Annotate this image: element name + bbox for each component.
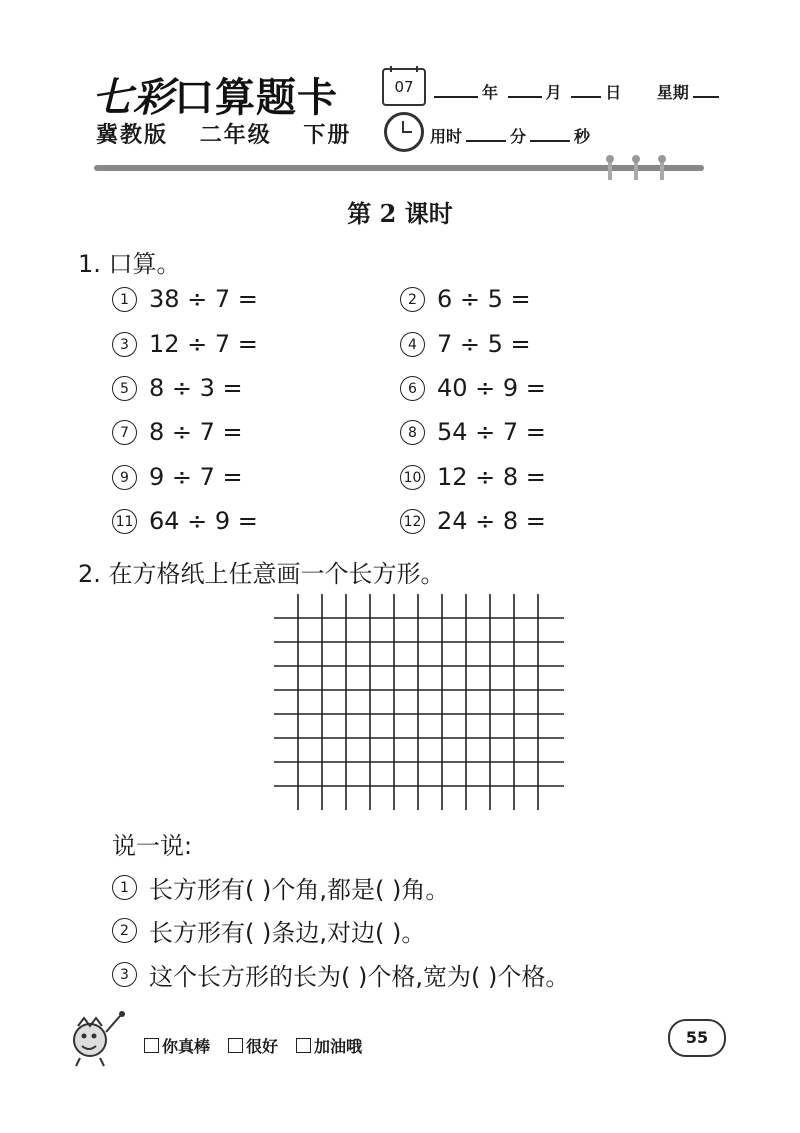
calendar-day: 07 [394,78,414,96]
calendar-icon [382,68,426,106]
problem-expression: 64 ÷ 9 = [149,507,258,535]
brand-name: 口算题卡 [174,74,338,121]
problem-expression: 9 ÷ 7 = [149,463,243,491]
problem-expression: 7 ÷ 5 = [437,330,531,358]
circled-number: 3 [112,332,137,357]
problem-expression: 40 ÷ 9 = [437,374,546,402]
problem [400,330,531,358]
rating-option[interactable] [296,1034,362,1057]
clock-icon [384,112,424,152]
month-label: 月 [545,83,562,102]
circled-number: 7 [112,420,137,445]
seconds-label: 秒 [574,127,591,146]
day-blank[interactable] [571,82,601,98]
minutes-label: 分 [510,127,527,146]
mascot-icon [66,1004,132,1070]
problem [400,374,546,402]
circled-number: 12 [400,509,425,534]
problem-expression: 12 ÷ 7 = [149,330,258,358]
fill-item-text: 长方形有( )个角,都是( )角。 [149,876,450,904]
problem [112,507,258,535]
circled-number: 11 [112,509,137,534]
checkbox-icon[interactable] [296,1038,311,1053]
edition-line [96,118,373,149]
circled-number: 8 [400,420,425,445]
problem-expression: 8 ÷ 7 = [149,418,243,446]
pin-icon [634,158,638,180]
circled-number: 4 [400,332,425,357]
rating-label: 你真棒 [162,1037,211,1056]
rating-option[interactable] [144,1034,210,1057]
date-line [430,80,723,103]
page-number: 55 [668,1019,726,1057]
circled-number: 2 [112,918,137,943]
problem [400,507,546,535]
problem-expression: 12 ÷ 8 = [437,463,546,491]
circled-number: 6 [400,376,425,401]
circled-number: 2 [400,287,425,312]
year-label: 年 [482,83,499,102]
time-line [430,124,590,147]
circled-number: 10 [400,465,425,490]
brand-qi: 七彩 [92,74,174,121]
circled-number: 5 [112,376,137,401]
pin-icon [660,158,664,180]
problem-expression: 6 ÷ 5 = [437,285,531,313]
circled-number: 1 [112,875,137,900]
circled-number: 3 [112,962,137,987]
fill-item-text: 这个长方形的长为( )个格,宽为( )个格。 [149,963,570,991]
checkbox-icon[interactable] [144,1038,159,1053]
day-label: 日 [605,83,622,102]
week-blank[interactable] [693,82,719,98]
lesson-title: 第 2 课时 [347,199,453,228]
fill-item [112,913,425,948]
fill-item [112,870,449,905]
problem [112,330,258,358]
brand-title [92,66,338,123]
rating-label: 很好 [246,1037,279,1056]
self-evaluation [144,1034,362,1057]
problem [400,285,531,313]
rating-option[interactable] [228,1034,278,1057]
week-label: 星期 [656,83,689,102]
seconds-blank[interactable] [530,126,570,142]
edition-grade: 二年级 [199,123,272,148]
problem-expression: 38 ÷ 7 = [149,285,258,313]
circled-number: 9 [112,465,137,490]
circled-number: 1 [112,287,137,312]
pin-icon [608,158,612,180]
talk-label: 说一说: [112,832,193,860]
q2-title: 2. 在方格纸上任意画一个长方形。 [78,560,445,588]
problem [400,463,546,491]
problem-expression: 54 ÷ 7 = [437,418,546,446]
problem [112,463,243,491]
time-label: 用时 [430,127,463,146]
fill-item [112,957,569,992]
grid-paper[interactable] [274,594,564,810]
minutes-blank[interactable] [466,126,506,142]
problem [112,285,258,313]
rating-label: 加油哦 [314,1037,363,1056]
problem [112,418,243,446]
problem [112,374,243,402]
header-divider [94,165,704,171]
checkbox-icon[interactable] [228,1038,243,1053]
problem-expression: 24 ÷ 8 = [437,507,546,535]
q1-title: 1. 口算。 [78,250,181,278]
month-blank[interactable] [508,82,542,98]
problem [400,418,546,446]
fill-item-text: 长方形有( )条边,对边( )。 [149,919,426,947]
year-blank[interactable] [434,82,478,98]
problem-expression: 8 ÷ 3 = [149,374,243,402]
edition-volume: 下册 [303,123,352,148]
edition-publisher: 冀教版 [96,123,169,148]
